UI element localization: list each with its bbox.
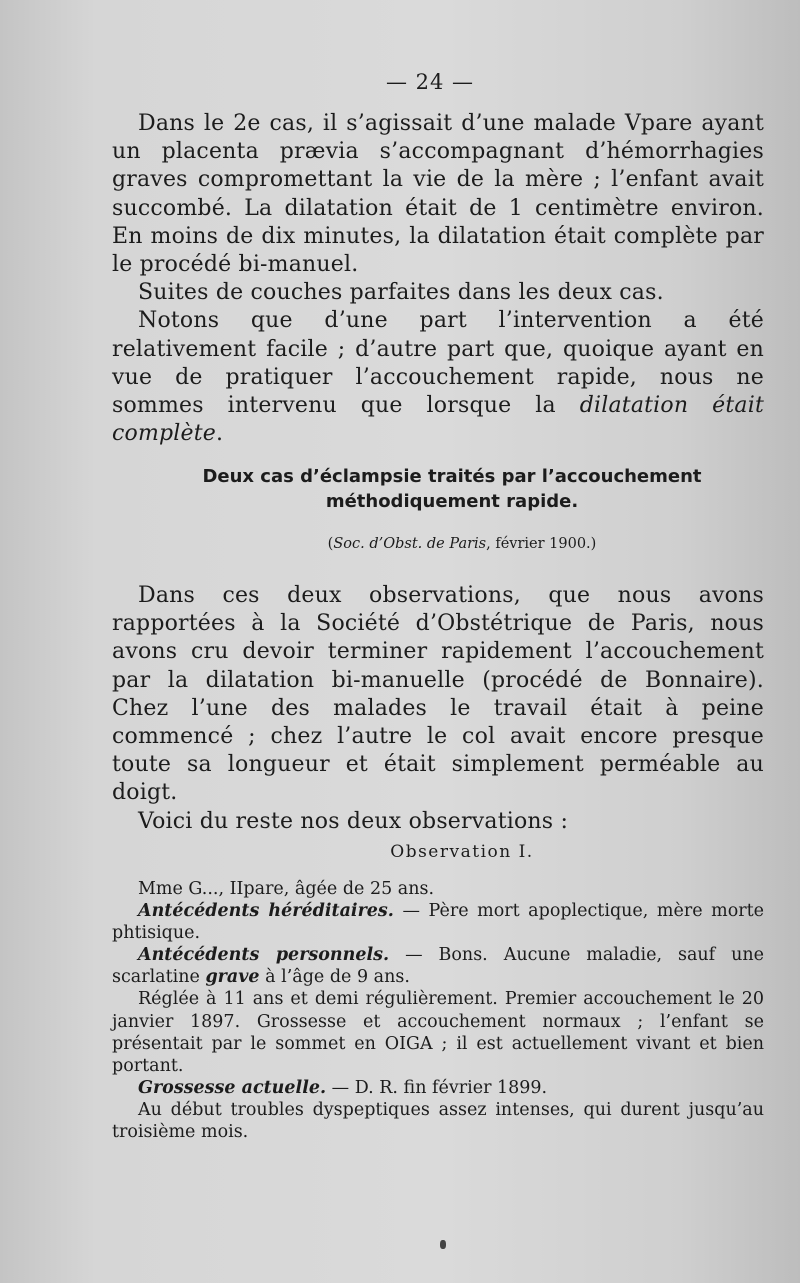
paragraph: Dans le 2e cas, il s’agissait d’une malade Vpare ayant un placenta prævia s’accompagnant d’hémorrhagies graves compromettant la vie de la mère ; l’enfant avait succombé. La dilatation était de 1 centimètre environ. En moins de dix minutes, la dilatation était complète par le procédé bi-manuel. xyxy=(112,111,764,278)
paragraph: Mme G..., IIpare, âgée de 25 ans. xyxy=(138,879,435,899)
section-source: (Soc. d’Obst. de Paris, février 1900.) xyxy=(327,536,597,552)
body-text xyxy=(112,582,764,836)
page-number: — 24 — xyxy=(385,70,475,94)
paragraph: Voici du reste nos deux observations : xyxy=(138,808,569,834)
intro-text xyxy=(112,110,764,448)
paragraph: Réglée à 11 ans et demi régulièrement. Premier accouchement le 20 janvier 1897. Grossesse et accouchement normaux ; l’enfant se présentait par le sommet en OIGA ; il est actuellement vivant et bien portant. xyxy=(112,989,764,1076)
paragraph: Antécédents personnels. — Bons. Aucune maladie, sauf une scarlatine grave à l’âge de 9 ans. xyxy=(112,945,764,988)
observation-text xyxy=(112,878,764,1143)
observation-heading: Observation I. xyxy=(390,842,534,862)
paragraph: Dans ces deux observations, que nous avons rapportées à la Société d’Obstétrique de Paris, nous avons cru devoir terminer rapidement l’accouchement par la dilatation bi-manuelle (procédé de Bonnaire). Chez l’une des malades le travail était à peine commencé ; chez l’autre le col avait encore presque toute sa longueur et était simplement perméable au doigt. xyxy=(112,583,764,806)
paragraph: Suites de couches parfaites dans les deux cas. xyxy=(138,280,664,306)
paragraph: Antécédents héréditaires. — Père mort apoplectique, mère morte phtisique. xyxy=(112,901,764,944)
section-title: Deux cas d’éclampsie traités par l’accouchement méthodiquement rapide. xyxy=(202,466,702,512)
paragraph: Au début troubles dyspeptiques assez intenses, qui durent jusqu’au troisième mois. xyxy=(112,1099,764,1143)
paragraph: Grossesse actuelle. — D. R. fin février 1899. xyxy=(138,1077,548,1098)
ink-speck xyxy=(440,1240,446,1249)
paragraph: Notons que d’une part l’intervention a été relativement facile ; d’autre part que, quoique ayant en vue de pratiquer l’accouchement rapide, nous ne sommes intervenu que lorsque la dilatation était complète. xyxy=(112,308,764,447)
